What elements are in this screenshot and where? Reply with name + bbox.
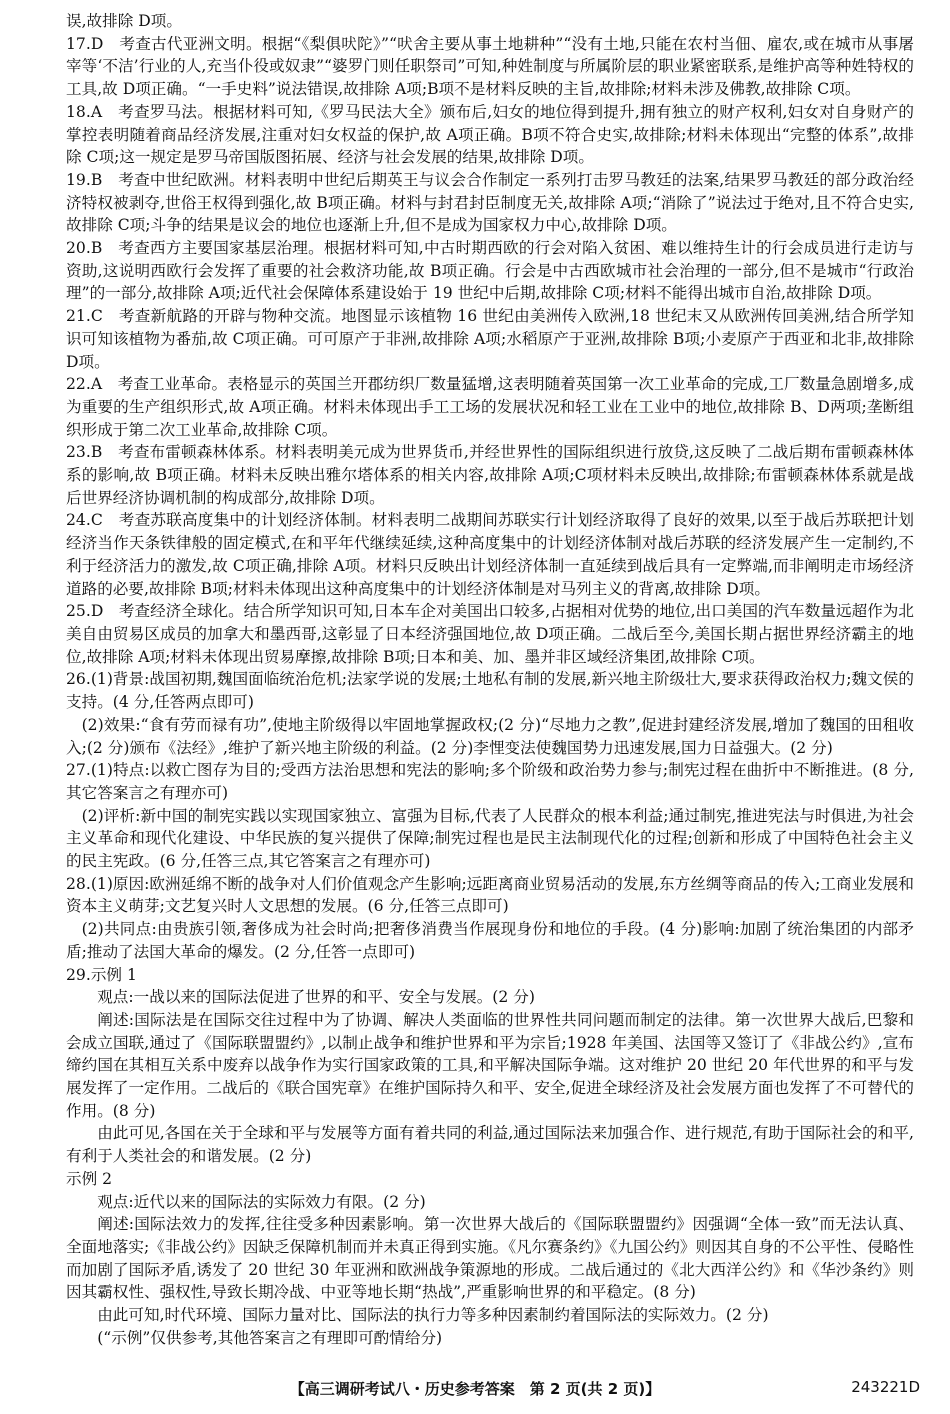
answer-item: [66, 441, 914, 509]
q29-example2-title: 示例 2: [66, 1169, 113, 1188]
answer-item-number: 24.: [66, 511, 91, 530]
q29-example1-heading: [66, 964, 914, 987]
answer-item: [66, 373, 914, 441]
q29-example2-body: 阐述:国际法效力的发挥,往往受多种因素影响。第一次世界大战后的《国际联盟盟约》因强调“全体一致”而无法认真、全面地落实;《非战公约》因缺乏保障机制而并未真正得到实施。《凡尔赛条约》《九国公约》则因其自身的不公平性、侵略性而加剧了国际矛盾,诱发了 20 世纪 30 年亚洲和欧洲战争策源地的形成。二战后通过的《北大西洋公约》和《华沙条约》则因其霸权性、强权性,导致长期冷战、中亚等地长期“热战”,严重影响世界的和平稳定。(8 分): [66, 1215, 914, 1302]
answer-item-text: C 考查新航路的开辟与物种交流。地图显示该植物 16 世纪由美洲传入欧洲,18 世纪末又从欧洲传回美洲,结合所学知识可知该植物为番茄,故 C项正确。可可原产于非洲,故排除 A项;水稻原产于亚洲,故排除 B项;小麦原产于西亚和北非,故排除 D项。: [66, 307, 914, 371]
q29-example2-viewpoint: 观点:近代以来的国际法的实际效力有限。(2 分): [97, 1192, 426, 1211]
q26-part2: (2)效果:“食有劳而禄有功”,使地主阶级得以牢固地掌握政权;(2 分)“尽地力之教”,促进封建经济发展,增加了魏国的田租收入;(2 分)颁布《法经》,维护了新兴地主阶级的利益。(2 分)李悝变法使魏国势力迅速发展,国力日益强大。(2 分): [66, 715, 914, 757]
answer-item-text: D 考查古代亚洲文明。根据“《梨俱吠陀》”“吠舍主要从事土地耕种”“没有土地,只能在农村当佃、雇农,或在城市从事屠宰等‘不洁’行业的人,充当仆役或奴隶”“婆罗门则任职祭司”可知,种姓制度与所属阶层的职业紧密联系,是维护高等种姓特权的工具,故 D项正确。“一手史料”说法错误,故排除 A项;B项不是材料反映的主旨,故排除;材料未涉及佛教,故排除 C项。: [66, 34, 914, 99]
q29-example2-conclusion: 由此可知,时代环境、国际力量对比、国际法的执行力等多种因素制约着国际法的实际效力。(2 分): [97, 1306, 769, 1325]
answer-item-text: B 考查中世纪欧洲。材料表明中世纪后期英王与议会合作制定一系列打击罗马教廷的法案,结果罗马教廷的部分政治经济特权被剥夺,世俗王权得到强化,故 B项正确。材料与封君封臣制度无关,故排除 A项;“消除了”说法过于绝对,且不符合史实,故排除 C项;斗争的结果是议会的地位也逐渐上升,但不是成为国家权力中心,故排除 D项。: [66, 170, 914, 235]
answer-item-text: A 考查罗马法。根据材料可知,《罗马民法大全》颁布后,妇女的地位得到提升,拥有独立的财产权利,妇女对自身财产的掌控表明随着商品经济发展,注重对妇女权益的保护,故 A项正确。B项不符合史实,故排除;材料未体现出“完整的体系”,故排除 C项;这一规定是罗马帝国版图拓展、经济与社会发展的结果,故排除 D项。: [66, 102, 914, 167]
q27-part2: (2)评析:新中国的制宪实践以实现国家独立、富强为目标,代表了人民群众的根本利益;通过制宪,推进宪法与时俱进,为社会主义革命和现代化建设、中华民族的复兴提供了保障;制宪过程也是民主法制现代化的过程;创新和形成了中国特色社会主义的民主宪政。(6 分,任答三点,其它答案言之有理亦可): [66, 806, 914, 871]
answer-item-text: A 考查工业革命。表格显示的英国兰开郡纺织厂数量猛增,这表明随着英国第一次工业革命的完成,工厂数量急剧增多,成为重要的生产组织形式,故 A项正确。材料未体现出手工工场的发展状况和轻工业在工业中的地位,故排除 B、D两项;垄断组织形成于第二次工业革命,故排除 C项。: [66, 375, 914, 439]
q28-part2: (2)共同点:由贵族引领,奢侈成为社会时尚;把奢侈消费当作展现身份和地位的手段。(4 分)影响:加剧了统治集团的内部矛盾;推动了法国大革命的爆发。(2 分,任答一点即可): [66, 920, 914, 961]
answer-item-text: C 考查苏联高度集中的计划经济体制。材料表明二战期间苏联实行计划经济取得了良好的效果,以至于战后苏联把计划经济当作天条铁律般的固定模式,在和平年代继续延续,这种高度集中的计划经济体制对战后苏联的经济发展产生一定制约,不利于经济活力的激发,故 C项正确,排除 A项。材料只反映出计划经济体制一直延续到战后具有一定弊端,而非阐明走市场经济道路的必要,故排除 B项;材料未体现出这种高度集中的计划经济体制是对马列主义的背离,故排除 D项。: [66, 511, 914, 598]
q28-number: 28.: [66, 874, 91, 893]
q29-example1-conclusion: 由此可见,各国在关于全球和平与发展等方面有着共同的利益,通过国际法来加强合作、进行规范,有助于国际社会的和平,有利于人类社会的和谐发展。(2 分): [66, 1124, 914, 1166]
q29-example1-title: 示例 1: [90, 965, 137, 984]
q29-example1-body: 阐述:国际法是在国际交往过程中为了协调、解决人类面临的世界性共同问题而制定的法律。第一次世界大战后,巴黎和会成立国联,通过了《国际联盟盟约》,以制止战争和维护世界和平为宗旨;1928 年美国、法国等又签订了《非战公约》,宣布缔约国在其相互关系中废弃以战争作为实行国家政策的工具,和平解决国际争端。这对维护 20 世纪 20 年代世界的和平与发展发挥了一定作用。二战后的《联合国宪章》在维护国际持久和平、安全,促进全球经济及社会发展方面也发挥了不可替代的作用。(8 分): [66, 1010, 914, 1120]
answer-item-number: 25.: [66, 602, 91, 621]
q29-number: 29.: [66, 965, 91, 984]
answer-item-number: 23.: [66, 443, 91, 462]
footer-title: 【高三调研考试八・历史参考答案 第 2 页(共 2 页)】: [289, 1380, 661, 1398]
answer-item-number: 20.: [66, 239, 91, 258]
answer-item-number: 18.: [66, 102, 91, 121]
answer-item-number: 19.: [66, 170, 91, 189]
q26-part1: [66, 668, 914, 713]
page-footer: [0, 1378, 950, 1404]
q29-example1-viewpoint: 观点:一战以来的国际法促进了世界的和平、安全与发展。(2 分): [97, 988, 535, 1007]
answer-item: [66, 237, 914, 305]
q29-scoring-note: (“示例”仅供参考,其他答案言之有理即可酌情给分): [97, 1328, 443, 1347]
answer-item-number: 21.: [66, 307, 91, 326]
answer-content: [66, 10, 914, 1349]
answer-item: [66, 101, 914, 169]
answer-item-number: 17.: [66, 34, 91, 53]
answer-item: [66, 509, 914, 600]
q26-part1-text: (1)背景:战国初期,魏国面临统治危机;法家学说的发展;土地私有制的发展,新兴地主阶级壮大,要求获得政治权力;魏文侯的支持。(4 分,任答两点即可): [66, 670, 914, 712]
answer-item: [66, 169, 914, 237]
q27-part1-text: (1)特点:以救亡图存为目的;受西方法治思想和宪法的影响;多个阶级和政治势力参与;制宪过程在曲折中不断推进。(8 分,其它答案言之有理亦可): [66, 761, 914, 802]
answer-item-text: B 考查西方主要国家基层治理。根据材料可知,中古时期西欧的行会对陷入贫困、难以维持生计的行会成员进行走访与资助,这说明西欧行会发挥了重要的社会救济功能,故 B项正确。行会是中古西欧城市社会治理的一部分,但不是城市“行政治理”的一部分,故排除 A项;近代社会保障体系建设始于 19 世纪中后期,故排除 C项;材料不能得出城市自治,故排除 D项。: [66, 239, 914, 303]
continued-line: 误,故排除 D项。: [66, 12, 182, 30]
answer-item: [66, 600, 914, 668]
q28-part1-text: (1)原因:欧洲延绵不断的战争对人们价值观念产生影响;远距离商业贸易活动的发展,东方丝绸等商品的传入;工商业发展和资本主义萌芽;文艺复兴时人文思想的发展。(6 分,任答三点即可): [66, 874, 914, 916]
q27-part1: [66, 759, 914, 804]
answer-item: [66, 305, 914, 373]
q27-number: 27.: [66, 761, 91, 780]
answer-item-text: B 考查布雷顿森林体系。材料表明美元成为世界货币,并经世界性的国际组织进行放贷,这反映了二战后期布雷顿森林体系的影响,故 B项正确。材料未反映出雅尔塔体系的相关内容,故排除 A项;C项材料未反映出,故排除;布雷顿森林体系就是战后世界经济协调机制的构成部分,故排除 D项。: [66, 443, 914, 507]
answer-item-number: 22.: [66, 375, 91, 394]
answer-item-text: D 考查经济全球化。结合所学知识可知,日本车企对美国出口较多,占据相对优势的地位,出口美国的汽车数量远超作为北美自由贸易区成员的加拿大和墨西哥,这彰显了日本经济强国地位,故 D项正确。二战后至今,美国长期占据世界经济霸主的地位,故排除 A项;材料未体现出贸易摩擦,故排除 B项;日本和美、加、墨并非区域经济集团,故排除 C项。: [66, 602, 914, 666]
q28-part1: [66, 873, 914, 918]
answer-item: [66, 33, 914, 101]
footer-code: 243221D: [851, 1378, 920, 1396]
multiple-choice-answers: [66, 33, 914, 669]
q26-number: 26.: [66, 670, 91, 689]
